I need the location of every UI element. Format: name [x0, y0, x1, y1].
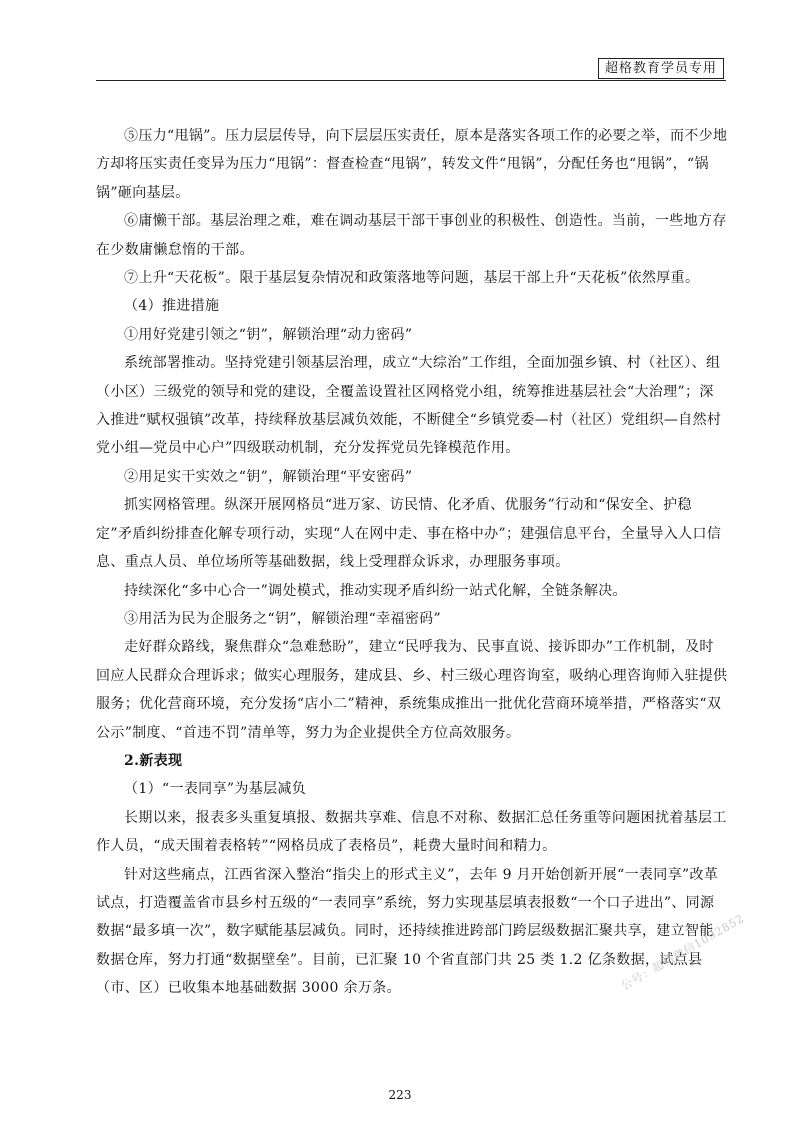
header-badge: 超格教育学员专用: [598, 58, 724, 79]
subheading-one-table: （1）“一表同享”为基层减负: [124, 781, 307, 798]
paragraph-grid-management: 抓实网格管理。纵深开展网格员“进万家、访民情、化矛盾、优服务”行动和“保安全、护稳定”矛盾纠纷排查化解专项行动，实现“人在网中走、事在格中办”；建强信息平台，全量导入人口信息、重点人员、单位场所等基础数据，线上受理群众诉求，办理服务事项。: [96, 497, 722, 571]
paragraph-mass-line: 走好群众路线，聚焦群众“急难愁盼”，建立“民呼我为、民事直说、接诉即办”工作机制，及时回应人民群众合理诉求；做实心理服务，建成县、乡、村三级心理咨询室，吸纳心理咨询师入驻提供服务；优化营商环境，充分发扬“店小二”精神，系统集成推出一批优化营商环境举措，严格落实“双公示”制度、“首违不罚”清单等，努力为企业提供全方位高效服务。: [96, 639, 728, 741]
section-heading-measures: （4）推进措施: [124, 298, 220, 315]
header-rule: [96, 80, 726, 81]
paragraph-lazy-cadres: ⑥庸懒干部。基层治理之难，难在调动基层干部干事创业的积极性、创造性。当前，一些地方存在少数庸懒怠惰的干部。: [96, 213, 727, 258]
paragraph-system-deployment: 系统部署推动。坚持党建引领基层治理，成立“大综治”工作组，全面加强乡镇、村（社区）、组（小区）三级党的领导和党的建设，全覆盖设置社区网格党小组，统筹推进基层社会“大治理”；深入推进“赋权强镇”改革，持续释放基层减负效能，不断健全“乡镇党委—村（社区）党组织—自然村党小组—党员中心户”四级联动机制，充分发挥党员先锋模范作用。: [96, 355, 722, 457]
watermark: 公号：超格微信1092852: [619, 911, 747, 993]
body-text: [96, 122, 728, 1003]
paragraph-jiangxi-reform: 针对这些痛点，江西省深入整治“指尖上的形式主义”，去年 9 月开始创新开展“一表同享”改革试点，打造覆盖省市县乡村五级的“一表同享”系统，努力实现基层填表报数“一个口子进出”、同源数据“最多填一次”，数字赋能基层减负。同时，还持续推进跨部门跨层级数据汇聚共享，建立智能数据仓库，努力打通“数据壁垒”。目前，已汇聚 10 个省直部门共 25 类 1.2 亿条数据，试点县（市、区）已收集本地基础数据 3000 余万条。: [96, 866, 719, 997]
page-number: 223: [388, 1088, 412, 1102]
paragraph-long-term-issue: 长期以来，报表多头重复填报、数据共享难、信息不对称、数据汇总任务重等问题困扰着基层工作人员，“成天围着表格转”“网格员成了表格员”，耗费大量时间和精力。: [96, 809, 727, 855]
subheading-service: ③用活为民为企服务之“钥”，解锁治理“幸福密码”: [124, 610, 442, 627]
subheading-practical-results: ②用足实干实效之“钥”，解锁治理“平安密码”: [124, 468, 413, 485]
section-heading-new-performance: 2.新表现: [124, 752, 183, 769]
subheading-party-building: ①用好党建引领之“钥”，解锁治理“动力密码”: [124, 326, 413, 343]
paragraph-pressure: ⑤压力“甩锅”。压力层层传导，向下层层压实责任，原本是落实各项工作的必要之举，而不少地方却将压实责任变异为压力“甩锅”：督查检查“甩锅”，转发文件“甩锅”，分配任务也“甩锅”，“锅锅”砸向基层。: [96, 128, 728, 201]
paragraph-multi-center: 持续深化“多中心合一”调处模式，推动实现矛盾纠纷一站式化解，全链条解决。: [124, 582, 627, 599]
paragraph-ceiling: ⑦上升“天花板”。限于基层复杂情况和政策落地等问题，基层干部上升“天花板”依然厚重。: [124, 270, 700, 287]
